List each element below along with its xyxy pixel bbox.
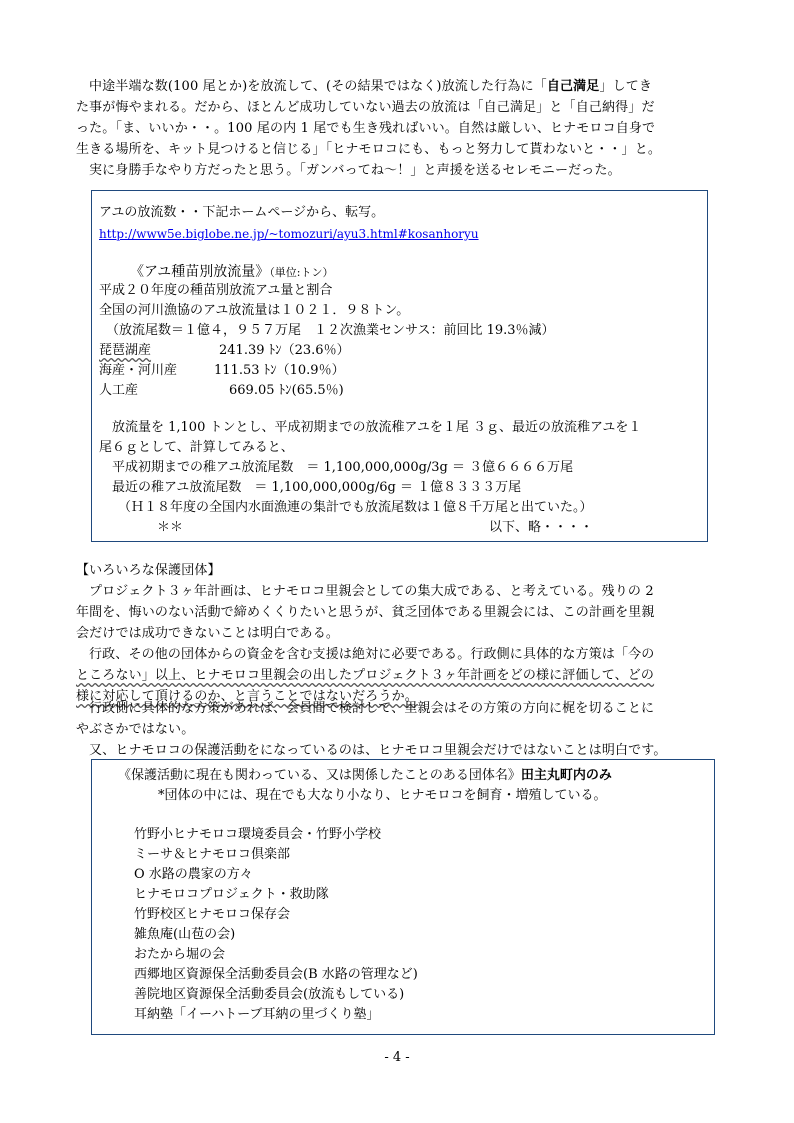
para2-line-3-text: 様に対応して頂けるのか、と言うことではないだろうか。 [76, 689, 418, 704]
emphasis-text: 自己満足 [546, 79, 600, 94]
box1-omitted: 以下、略・・・・ [489, 520, 594, 535]
box1-title: 《アユ種苗別放流量》 [130, 264, 270, 280]
box2-note: *団体の中には、現在でも大なり小なり、ヒナモロコを飼育・増殖している。 [158, 788, 607, 803]
para2-line-1: 行政、その他の団体からの資金を含む支援は絶対に必要である。行政側に具体的な方策は「今の [89, 647, 655, 662]
row-label-biwako: 琵琶湖産 [99, 343, 152, 358]
calc-line-5: （Ｈ１８年度の全国内水面漁連の集計でも放流尾数は１億８千万尾と出ていた。） [118, 500, 593, 515]
group-item: ミーサ＆ヒナモロコ倶楽部 [134, 847, 291, 862]
box1-count-note: （放流尾数＝１億４，９５７万尾 １２次漁業センサス：前回比 19.3％減） [106, 323, 555, 338]
intro-text: 中途半端な数(100 尾とか)を放流して、(その結果ではなく)放流した行為に「 [89, 79, 547, 94]
box1-stars: ＊＊ [157, 520, 184, 535]
intro-line-1 [76, 76, 718, 97]
box1-subtitle: 平成２０年度の種苗別放流アユ量と割合 [99, 283, 333, 298]
group-item: 雑魚庵(山苞の会) [134, 927, 236, 942]
row-value-sea-river: 111.53 ﾄﾝ（10.9％） [214, 363, 345, 378]
group-item: おたから堀の会 [134, 947, 226, 962]
box2-title: 《保護活動に現在も関わっている、又は関係したことのある団体名》 [118, 768, 521, 783]
calc-line-1: 放流量を 1,100 トンとし、平成初期までの放流稚アユを１尾 ３ｇ、最近の放流稚アユを１ [112, 420, 642, 435]
row-label-artificial: 人工産 [99, 383, 139, 398]
calc-line-2: 尾６ｇとして、計算してみると、 [99, 440, 294, 455]
intro-line-4: 生きる場所を、キット見つけると信じる」「ヒナモロコにも、もっと努力して貰わないと・・」と。 [76, 142, 661, 157]
group-item: 善院地区資源保全活動委員会(放流もしている) [134, 987, 405, 1002]
para1-line-1: プロジェクト３ヶ年計画は、ヒナモロコ里親会としての集大成である、と考えている。残りの 2 [89, 584, 654, 599]
group-item: O 水路の農家の方々 [134, 867, 253, 882]
row-label-sea-river: 海産・河川産 [99, 363, 178, 378]
intro-text: 」してき [599, 79, 653, 94]
section-heading: 【いろいろな保護団体】 [76, 563, 221, 578]
box2-title-bold: 田主丸町内のみ [520, 768, 612, 783]
para1-line-3: 会だけでは成功できないことは明白である。 [76, 626, 340, 641]
para2-line-2: ところない」以上、ヒナモロコ里親会の出したプロジェクト３ヶ年計画をどの様に評価して、どの [76, 668, 655, 683]
box1-header: アユの放流数・・下記ホームページから、転写。 [99, 205, 385, 220]
row-value-biwako: 241.39 ﾄﾝ（23.6％） [219, 343, 350, 358]
group-item: 西郷地区資源保全活動委員会(B 水路の管理など) [134, 967, 418, 982]
box1-title-row [130, 262, 334, 283]
box1-unit: （単位:トン） [269, 266, 334, 279]
calc-line-3: 平成初期までの稚アユ放流尾数 ＝ 1,100,000,000g/3g ＝ ３億６６６６万尾 [112, 460, 574, 475]
calc-line-4: 最近の稚アユ放流尾数 ＝ 1,100,000,000g/6g ＝ １億８３３３万尾 [112, 480, 522, 495]
para3-line-2: やぶさかではない。 [76, 722, 195, 737]
group-item: 耳納塾「イーハトーブ耳納の里づくり塾」 [134, 1007, 380, 1022]
page-number: - 4 - [384, 1050, 410, 1065]
group-item: ヒナモロコプロジェクト・救助隊 [134, 887, 329, 902]
group-item: 竹野校区ヒナモロコ保存会 [134, 907, 291, 922]
box1-total: 全国の河川漁協のアユ放流量は１０２１．９８トン。 [99, 303, 410, 318]
intro-line-5: 実に身勝手なやり方だったと思う。「ガンバってね～！」と声援を送るセレモニーだった。 [89, 163, 621, 178]
para3-line-1: 行政側に具体的な方策があれば、会員間で検討して、里親会はその方策の方向に梶を切ることに [89, 701, 655, 716]
source-link[interactable]: http://www5e.biglobe.ne.jp/~tomozuri/ayu3.html#kosanhoryu [99, 227, 479, 241]
para1-line-2: 年間を、悔いのない活動で締めくくりたいと思うが、貧乏団体である里親会には、この計画を里親 [76, 605, 655, 620]
intro-line-3: った。「ま、いいか・・。100 尾の内 1 尾でも生き残ればいい。自然は厳しい、ヒナモロコ自身で [76, 121, 656, 136]
intro-line-2: た事が悔やまれる。だから、ほとんど成功していない過去の放流は「自己満足」と「自己納得」だ [76, 100, 655, 115]
row-value-artificial: 669.05 ﾄﾝ(65.5％) [229, 383, 344, 398]
group-item: 竹野小ヒナモロコ環境委員会・竹野小学校 [134, 827, 382, 842]
para4: 又、ヒナモロコの保護活動をになっているのは、ヒナモロコ里親会だけではないことは明白です。 [89, 743, 667, 758]
box2-title-row [118, 766, 612, 786]
